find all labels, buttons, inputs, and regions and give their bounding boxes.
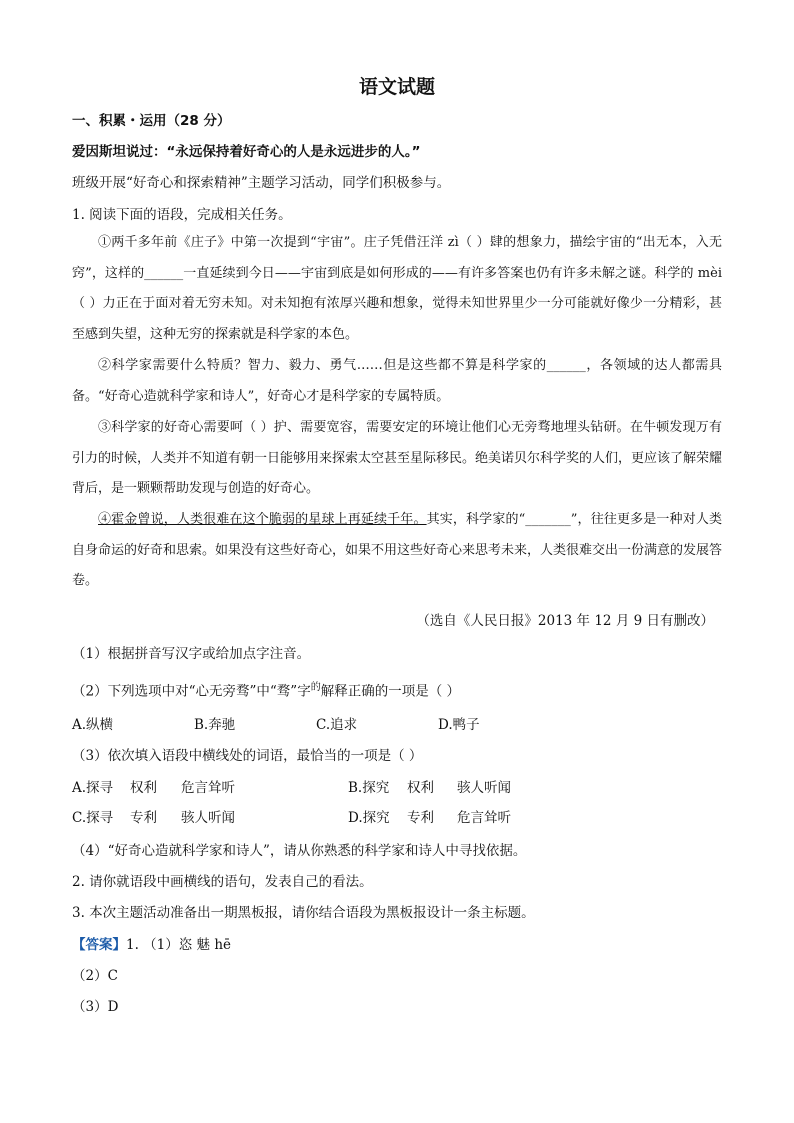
passage-paragraph-3: ③科学家的好奇心需要呵（ ）护、需要宽容，需要安定的环境让他们心无旁骛地埋头钻研。在牛顿发现万有引力的时候，人类并不知道有朝一日能够用来探索太空甚至星际移民。绝美诺贝尔科学奖的人们，更应该了解荣耀背后，是一颗颗帮助发现与创造的好奇心。 <box>72 420 723 496</box>
page-title: 语文试题 <box>358 76 435 98</box>
option-c-word2: 专利 <box>130 810 157 826</box>
passage-paragraph-4 <box>72 505 722 597</box>
passage-paragraph-2: ②科学家需要什么特质？智力、毅力、勇气……但是这些都不算是科学家的______，各领域的达人都需具备。“好奇心造就科学家和诗人”，好奇心才是科学家的专属特质。 <box>72 358 722 404</box>
option-d-word2: 专利 <box>407 810 434 826</box>
option-c-word1: C.探寻 <box>72 810 114 826</box>
section-heading: 一、积累・运用（28 分） <box>72 113 231 129</box>
passage-paragraph-1: ①两千多年前《庄子》中第一次提到“宇宙”。庄子凭借汪洋 zì（ ）肆的想象力，描绘宇宙的“出无本，入无窍”，这样的______一直延续到今日——宇宙到底是如何形成的——有许多答案也仍有许多未解之谜。科学的 mèi（ ）力正在于面对着无穷未知。对未知抱有浓厚兴趣和想象，觉得未知世界里少一分可能就好像少一分精彩，甚至感到失望，这种无穷的探索就是科学家的本色。 <box>72 235 722 342</box>
option-c-word3: 骇人听闻 <box>181 810 235 826</box>
activity-intro: 班级开展“好奇心和探索精神”主题学习活动，同学们积极参与。 <box>72 175 451 191</box>
option-b: B.奔驰 <box>194 717 236 733</box>
sub-question-4: （4）“好奇心造就科学家和诗人”，请从你熟悉的科学家和诗人中寻找依据。 <box>72 843 527 859</box>
paragraph-4-rest: 其实，科学家的“_______”，往往更多是一种对人类自身命运的好奇和思索。如果没有这些好奇心，如果不用这些好奇心来思考未来，人类很难交出一份满意的发展答卷。 <box>72 512 723 588</box>
sub-question-2: （2）下列选项中对“心无旁骛”中“骛”字$^的$解释正确的一项是（ ） <box>72 682 460 700</box>
underlined-sentence: ④霍金曾说，人类很难在这个脆弱的星球上再延续千年。 <box>98 512 427 527</box>
option-a-word1: A.探寻 <box>72 780 114 796</box>
answer-tag: 【答案】 <box>72 937 126 953</box>
option-d-word1: D.探究 <box>348 810 390 826</box>
option-c: C.追求 <box>316 717 358 733</box>
option-b-word1: B.探究 <box>348 780 390 796</box>
option-a-word2: 权利 <box>130 780 157 796</box>
option-b-word2: 权利 <box>407 780 434 796</box>
question-1: 1. 阅读下面的语段，完成相关任务。 <box>72 207 292 223</box>
option-d: D.鸭子 <box>438 717 480 733</box>
sub-question-1: （1）根据拼音写汉字或给加点字注音。 <box>72 646 311 662</box>
source-citation: （选自《人民日报》2013 年 12 月 9 日有删改） <box>416 613 714 629</box>
answer-line-3: （3）D <box>72 999 119 1015</box>
answer-line-1: 【答案】1. （1）恣 魅 hē <box>72 937 232 953</box>
sub-question-3: （3）依次填入语段中横线处的词语，最恰当的一项是（ ） <box>72 748 423 764</box>
quote-line: 爱因斯坦说过：“永远保持着好奇心的人是永远进步的人。” <box>72 144 421 160</box>
option-b-word3: 骇人听闻 <box>457 780 511 796</box>
option-d-word3: 危言耸听 <box>457 810 511 826</box>
option-a-word3: 危言耸听 <box>181 780 235 796</box>
question-3: 3. 本次主题活动准备出一期黑板报，请你结合语段为黑板报设计一条主标题。 <box>72 905 535 921</box>
question-2: 2. 请你就语段中画横线的语句，发表自己的看法。 <box>72 874 373 890</box>
option-a: A.纵横 <box>72 717 114 733</box>
answer-line-2: （2）C <box>72 968 118 984</box>
